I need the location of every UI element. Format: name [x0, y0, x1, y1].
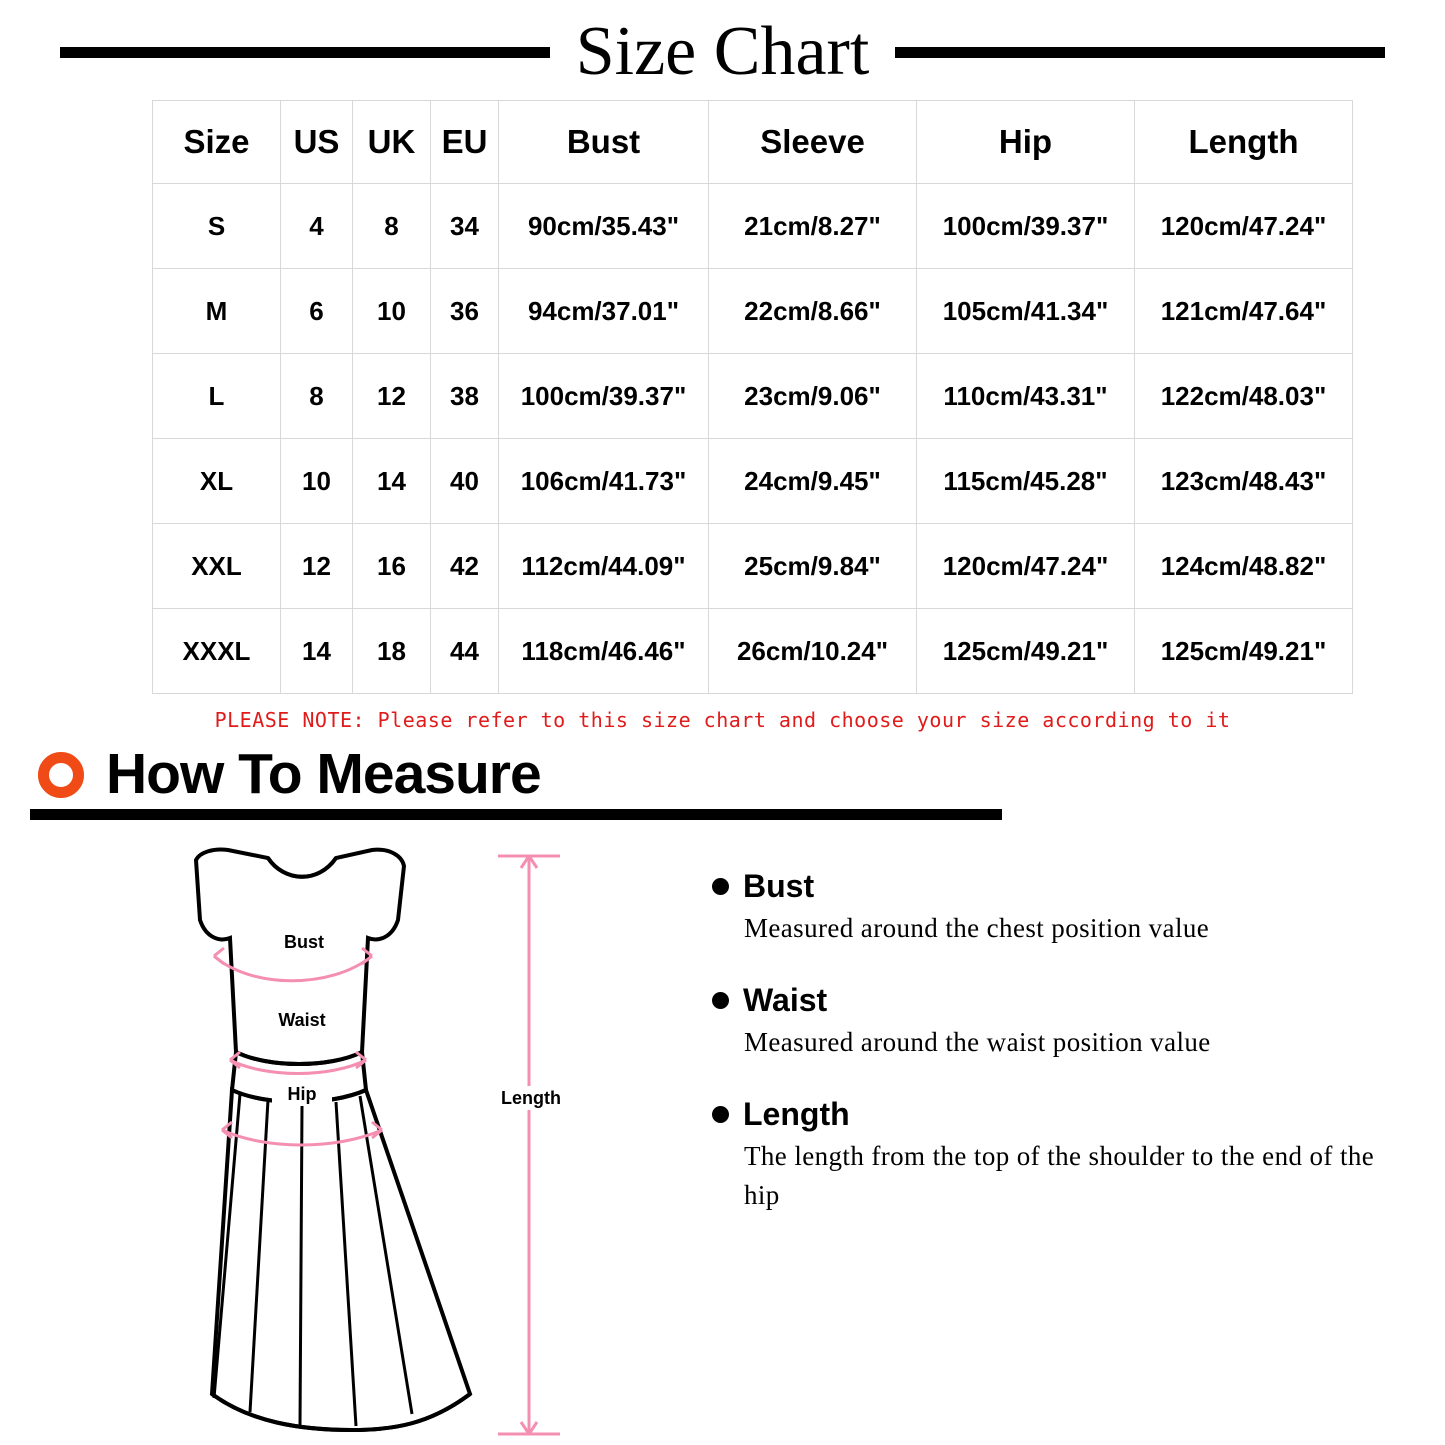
cell-bust: 90cm/35.43": [499, 184, 709, 269]
cell-uk: 12: [353, 354, 431, 439]
cell-uk: 16: [353, 524, 431, 609]
dress-diagram: [0, 838, 700, 1438]
cell-bust: 112cm/44.09": [499, 524, 709, 609]
cell-us: 10: [281, 439, 353, 524]
table-row: [153, 439, 1353, 524]
size-chart-title-row: [0, 0, 1445, 90]
cell-size: M: [153, 269, 281, 354]
bullet-icon: [712, 878, 729, 895]
measure-item-bust-label: Bust: [743, 868, 815, 904]
how-to-measure-title: How To Measure: [106, 742, 541, 806]
cell-bust: 100cm/39.37": [499, 354, 709, 439]
cell-eu: 34: [431, 184, 499, 269]
cell-size: S: [153, 184, 281, 269]
measure-item-bust: [712, 868, 1405, 948]
cell-eu: 44: [431, 609, 499, 694]
column-header-length: Length: [1135, 101, 1353, 184]
cell-length: 120cm/47.24": [1135, 184, 1353, 269]
cell-length: 122cm/48.03": [1135, 354, 1353, 439]
table-row: [153, 184, 1353, 269]
cell-us: 12: [281, 524, 353, 609]
cell-eu: 38: [431, 354, 499, 439]
cell-hip: 115cm/45.28": [917, 439, 1135, 524]
bullet-icon: [712, 1106, 729, 1123]
column-header-us: US: [281, 101, 353, 184]
cell-size: XL: [153, 439, 281, 524]
cell-hip: 100cm/39.37": [917, 184, 1135, 269]
cell-sleeve: 26cm/10.24": [709, 609, 917, 694]
cell-length: 124cm/48.82": [1135, 524, 1353, 609]
cell-eu: 36: [431, 269, 499, 354]
table-row: [153, 354, 1353, 439]
how-to-measure-header: [38, 742, 1445, 806]
bullet-icon: [712, 992, 729, 1009]
measure-item-length-description: The length from the top of the shoulder to the end of the hip: [744, 1141, 1375, 1211]
measure-item-waist-heading: [712, 982, 1405, 1019]
title-rule-left: [60, 47, 550, 58]
cell-hip: 105cm/41.34": [917, 269, 1135, 354]
table-row: [153, 609, 1353, 694]
measure-section: [0, 838, 1445, 1438]
measure-item-length-label: Length: [743, 1096, 850, 1133]
size-table: [152, 100, 1353, 694]
size-chart-note: PLEASE NOTE: Please refer to this size chart and choose your size according to it: [214, 708, 1231, 732]
cell-hip: 125cm/49.21": [917, 609, 1135, 694]
cell-uk: 18: [353, 609, 431, 694]
measure-item-bust-description: Measured around the chest position value: [744, 913, 1210, 943]
cell-us: 8: [281, 354, 353, 439]
column-header-sleeve: Sleeve: [709, 101, 917, 184]
measure-item-length-heading: [712, 1096, 1405, 1133]
column-header-hip: Hip: [917, 101, 1135, 184]
measure-descriptions: [700, 838, 1445, 1438]
column-header-eu: EU: [431, 101, 499, 184]
cell-length: 123cm/48.43": [1135, 439, 1353, 524]
cell-sleeve: 25cm/9.84": [709, 524, 917, 609]
cell-uk: 8: [353, 184, 431, 269]
cell-uk: 14: [353, 439, 431, 524]
cell-sleeve: 23cm/9.06": [709, 354, 917, 439]
svg-text:Hip: Hip: [287, 1084, 317, 1104]
measure-item-length: [712, 1096, 1405, 1215]
table-row: [153, 524, 1353, 609]
measure-item-waist-description: Measured around the waist position value: [744, 1027, 1211, 1058]
column-header-bust: Bust: [499, 101, 709, 184]
table-header-row: [153, 101, 1353, 184]
cell-us: 14: [281, 609, 353, 694]
size-table-wrapper: [152, 100, 1353, 694]
svg-text:Bust: Bust: [284, 932, 324, 952]
column-header-uk: UK: [353, 101, 431, 184]
table-row: [153, 269, 1353, 354]
measure-item-waist: [712, 982, 1405, 1062]
svg-text:Length: Length: [501, 1088, 561, 1108]
cell-hip: 120cm/47.24": [917, 524, 1135, 609]
column-header-size: Size: [153, 101, 281, 184]
cell-bust: 94cm/37.01": [499, 269, 709, 354]
cell-sleeve: 21cm/8.27": [709, 184, 917, 269]
ring-icon: [38, 752, 84, 798]
cell-sleeve: 24cm/9.45": [709, 439, 917, 524]
cell-us: 4: [281, 184, 353, 269]
title-rule-right: [895, 47, 1385, 58]
cell-size: XXXL: [153, 609, 281, 694]
cell-eu: 42: [431, 524, 499, 609]
how-to-measure-rule: [30, 809, 1002, 820]
svg-text:Waist: Waist: [278, 1010, 326, 1030]
cell-bust: 106cm/41.73": [499, 439, 709, 524]
measure-item-bust-heading: [712, 868, 1405, 905]
cell-eu: 40: [431, 439, 499, 524]
page-title: Size Chart: [575, 13, 870, 90]
cell-size: XXL: [153, 524, 281, 609]
cell-size: L: [153, 354, 281, 439]
measure-item-waist-label: Waist: [743, 982, 828, 1019]
cell-length: 125cm/49.21": [1135, 609, 1353, 694]
cell-us: 6: [281, 269, 353, 354]
cell-bust: 118cm/46.46": [499, 609, 709, 694]
cell-uk: 10: [353, 269, 431, 354]
cell-hip: 110cm/43.31": [917, 354, 1135, 439]
cell-sleeve: 22cm/8.66": [709, 269, 917, 354]
cell-length: 121cm/47.64": [1135, 269, 1353, 354]
